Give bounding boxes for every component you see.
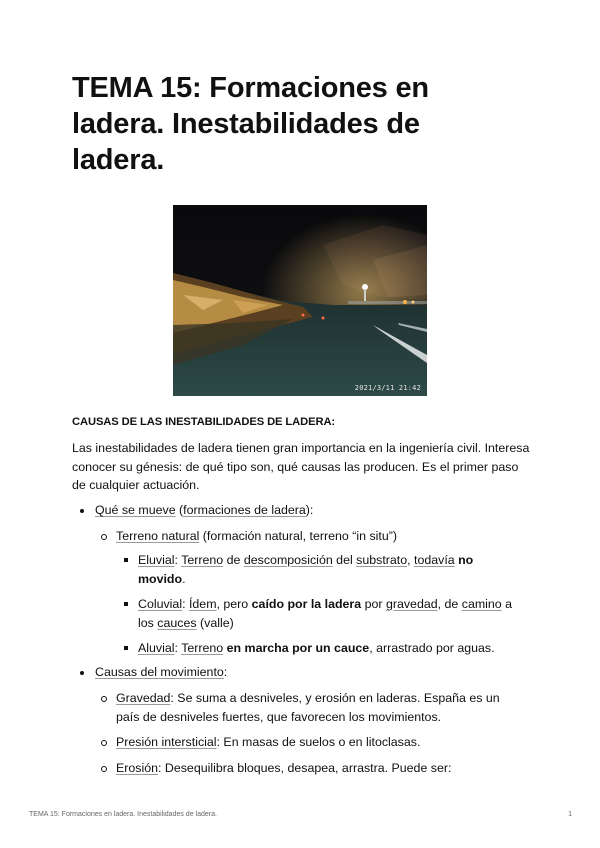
page-title: TEMA 15: Formaciones en ladera. Inestabilidades de ladera. bbox=[72, 72, 429, 176]
link-coluvial[interactable]: Coluvial bbox=[138, 597, 183, 611]
link-formaciones-de-ladera[interactable]: formaciones de ladera bbox=[183, 503, 306, 517]
list-item-causas: Causas del movimiento: bbox=[95, 665, 228, 679]
bullet-disc bbox=[80, 671, 84, 675]
page-number: 1 bbox=[568, 811, 572, 818]
link-terreno[interactable]: Terreno bbox=[181, 553, 224, 567]
bullet-square bbox=[124, 602, 128, 606]
section-heading: CAUSAS DE LAS INESTABILIDADES DE LADERA: bbox=[72, 416, 336, 428]
link-gravedad-cause[interactable]: Gravedad bbox=[116, 691, 171, 705]
bullet-square bbox=[124, 558, 128, 562]
landslide-photo bbox=[173, 205, 427, 396]
list-item-que-se-mueve: Qué se mueve (formaciones de ladera): bbox=[95, 503, 314, 517]
page-footer: TEMA 15: Formaciones en ladera. Inestabilidades de ladera. bbox=[29, 811, 217, 818]
list-item-gravedad: Gravedad: Se suma a desniveles, y erosión en laderas. España es un país de desniveles fuertes, que favorecen los movimientos. bbox=[116, 691, 500, 724]
link-terreno[interactable]: Terreno bbox=[181, 641, 224, 655]
bullet-circle bbox=[101, 740, 107, 746]
night-road-landslide-image bbox=[173, 205, 427, 396]
link-erosion[interactable]: Erosión bbox=[116, 761, 159, 775]
intro-paragraph: Las inestabilidades de ladera tienen gran importancia en la ingeniería civil. Interesa conocer su génesis: de qué tipo son, qué causas las producen. Es el primer paso de cualquier actuación. bbox=[72, 441, 530, 492]
photo-timestamp: 2021/3/11 21:42 bbox=[354, 384, 421, 392]
list-item-aluvial: Aluvial: Terreno en marcha por un cauce, arrastrado por aguas. bbox=[138, 641, 495, 655]
list-item-eluvial: Eluvial: Terreno de descomposición del substrato, todavía no movido. bbox=[138, 553, 474, 586]
link-aluvial[interactable]: Aluvial bbox=[138, 641, 175, 655]
link-substrato[interactable]: substrato bbox=[356, 553, 408, 567]
link-cauces[interactable]: cauces bbox=[157, 615, 197, 630]
link-descomposicion[interactable]: descomposición bbox=[243, 553, 333, 567]
bullet-circle bbox=[101, 766, 107, 772]
list-item-coluvial: Coluvial: Ídem, pero caído por la ladera por gravedad, de camino a los cauces (valle) bbox=[138, 597, 513, 630]
link-gravedad[interactable]: gravedad bbox=[385, 597, 438, 611]
link-eluvial[interactable]: Eluvial bbox=[138, 553, 175, 567]
list-item-terreno-natural: Terreno natural (formación natural, terreno “in situ”) bbox=[116, 529, 397, 543]
list-item-presion: Presión intersticial: En masas de suelos o en litoclasas. bbox=[116, 735, 421, 749]
list-item-erosion: Erosión: Desequilibra bloques, desapea, arrastra. Puede ser: bbox=[116, 761, 452, 775]
bullet-square bbox=[124, 646, 128, 650]
bullet-circle bbox=[101, 696, 107, 702]
link-causas-del-movimiento[interactable]: Causas del movimiento bbox=[95, 665, 224, 679]
link-terreno-natural[interactable]: Terreno natural bbox=[116, 529, 200, 543]
link-presion-intersticial[interactable]: Presión intersticial bbox=[116, 735, 217, 749]
link-idem[interactable]: Ídem bbox=[188, 597, 217, 611]
link-que-se-mueve[interactable]: Qué se mueve bbox=[95, 503, 176, 517]
bullet-disc bbox=[80, 509, 84, 513]
link-todavia[interactable]: todavía bbox=[414, 553, 455, 567]
link-camino[interactable]: camino bbox=[461, 597, 502, 611]
bullet-circle bbox=[101, 534, 107, 540]
